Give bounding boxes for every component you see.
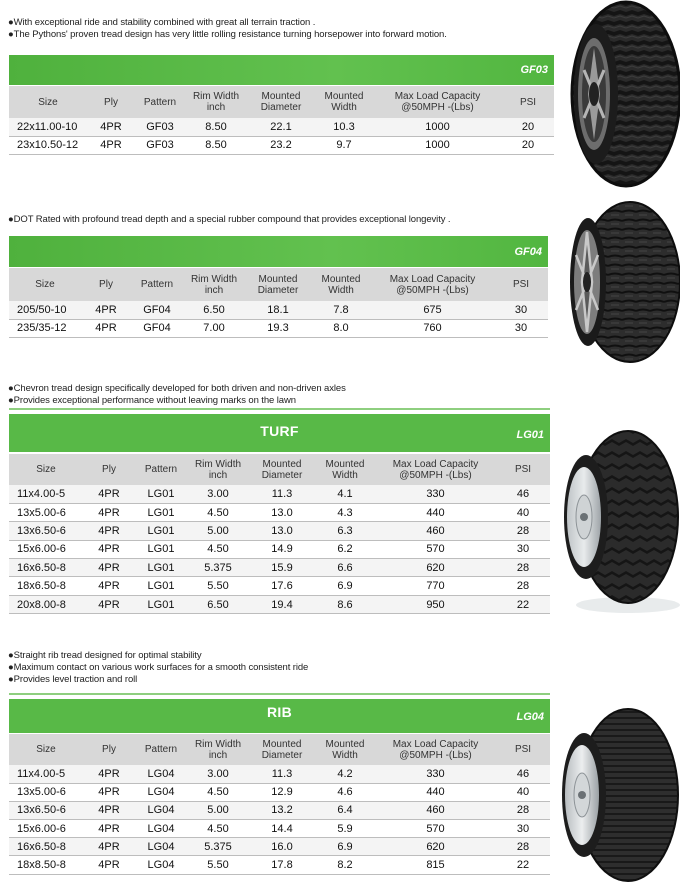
cell-size: 16x6.50-8 (9, 838, 83, 856)
cell-psi: 46 (496, 485, 550, 503)
cell-pattern: LG01 (135, 503, 187, 521)
bullet-text: ●Straight rib tread designed for optimal stability (8, 650, 202, 661)
table-row (9, 485, 550, 503)
cell-ply: 4PR (87, 118, 135, 136)
header-ply: Ply (83, 454, 135, 485)
cell-mounted-width: 4.2 (315, 765, 375, 783)
cell-max-load: 1000 (373, 118, 502, 136)
table-header-row (9, 454, 550, 485)
cell-mounted-diameter: 11.3 (249, 485, 315, 503)
cell-max-load: 460 (375, 801, 496, 819)
cell-pattern: GF03 (135, 118, 185, 136)
cell-ply: 4PR (81, 301, 131, 319)
cell-max-load: 570 (375, 820, 496, 838)
rib-spec-table (9, 734, 550, 875)
header-rim-width: Rim Width inch (185, 86, 247, 118)
cell-mounted-diameter: 13.0 (249, 503, 315, 521)
cell-mounted-width: 6.9 (315, 838, 375, 856)
bullet-text: ●Provides exceptional performance without leaving marks on the lawn (8, 395, 296, 406)
cell-max-load: 760 (371, 319, 494, 337)
cell-rim-width: 5.00 (187, 522, 249, 540)
gf04-title-band (9, 236, 548, 267)
cell-psi: 28 (496, 801, 550, 819)
turf-spec-table (9, 454, 550, 614)
cell-rim-width: 4.50 (187, 503, 249, 521)
table-row (9, 136, 554, 154)
header-mounted-width: Mounted Width (315, 86, 373, 118)
cell-mounted-width: 4.1 (315, 485, 375, 503)
cell-size: 15x6.00-6 (9, 540, 83, 558)
cell-mounted-width: 8.0 (311, 319, 371, 337)
bullet-text: ●Chevron tread design specifically developed for both driven and non-driven axles (8, 383, 346, 394)
bullet-text: ●Maximum contact on various work surfaces for a smooth consistent ride (8, 662, 309, 673)
cell-rim-width: 5.375 (187, 838, 249, 856)
cell-psi: 28 (496, 577, 550, 595)
table-row (9, 783, 550, 801)
cell-psi: 46 (496, 765, 550, 783)
cell-ply: 4PR (83, 522, 135, 540)
gf03-spec-table (9, 86, 554, 155)
rib-top-rule (9, 693, 550, 695)
cell-mounted-diameter: 22.1 (247, 118, 315, 136)
cell-pattern: LG01 (135, 577, 187, 595)
bullet-text: ●The Pythons' proven tread design has very little rolling resistance turning horsepower into forward motion. (8, 29, 447, 40)
cell-max-load: 330 (375, 765, 496, 783)
cell-max-load: 675 (371, 301, 494, 319)
cell-ply: 4PR (83, 783, 135, 801)
cell-max-load: 620 (375, 559, 496, 577)
cell-pattern: LG01 (135, 522, 187, 540)
cell-mounted-diameter: 17.8 (249, 856, 315, 874)
cell-ply: 4PR (81, 319, 131, 337)
header-mounted-diameter: Mounted Diameter (247, 86, 315, 118)
turf-title-band (9, 414, 550, 452)
cell-mounted-diameter: 23.2 (247, 136, 315, 154)
cell-ply: 4PR (83, 801, 135, 819)
cell-size: 13x6.50-6 (9, 522, 83, 540)
cell-mounted-diameter: 19.4 (249, 595, 315, 613)
cell-max-load: 330 (375, 485, 496, 503)
cell-mounted-width: 4.3 (315, 503, 375, 521)
header-pattern: Pattern (131, 268, 183, 301)
cell-mounted-diameter: 13.2 (249, 801, 315, 819)
table-header-row (9, 734, 550, 765)
cell-psi: 22 (496, 595, 550, 613)
header-max-load: Max Load Capacity @50MPH -(Lbs) (373, 86, 502, 118)
cell-size: 18x8.50-8 (9, 856, 83, 874)
cell-size: 22x11.00-10 (9, 118, 87, 136)
cell-ply: 4PR (83, 503, 135, 521)
band-code: GF03 (520, 64, 548, 76)
cell-rim-width: 5.50 (187, 856, 249, 874)
cell-psi: 30 (496, 540, 550, 558)
cell-pattern: LG04 (135, 856, 187, 874)
cell-rim-width: 4.50 (187, 540, 249, 558)
cell-psi: 40 (496, 503, 550, 521)
cell-psi: 30 (494, 319, 548, 337)
cell-rim-width: 4.50 (187, 783, 249, 801)
turf-top-rule (9, 408, 550, 410)
cell-max-load: 815 (375, 856, 496, 874)
header-mounted-width: Mounted Width (315, 734, 375, 765)
cell-max-load: 620 (375, 838, 496, 856)
bullet-text: ●With exceptional ride and stability combined with great all terrain traction . (8, 17, 316, 28)
header-mounted-diameter: Mounted Diameter (249, 734, 315, 765)
cell-mounted-diameter: 14.9 (249, 540, 315, 558)
cell-size: 11x4.00-5 (9, 485, 83, 503)
gf04-bullets (8, 214, 450, 226)
header-mounted-diameter: Mounted Diameter (249, 454, 315, 485)
table-row (9, 595, 550, 613)
rib-title-band (9, 699, 550, 733)
cell-ply: 4PR (83, 485, 135, 503)
table-row (9, 856, 550, 874)
cell-max-load: 950 (375, 595, 496, 613)
cell-pattern: LG01 (135, 485, 187, 503)
cell-rim-width: 8.50 (185, 136, 247, 154)
cell-rim-width: 4.50 (187, 820, 249, 838)
rib-bullets (8, 650, 308, 686)
cell-ply: 4PR (83, 838, 135, 856)
header-max-load: Max Load Capacity @50MPH -(Lbs) (371, 268, 494, 301)
table-row (9, 765, 550, 783)
cell-mounted-width: 5.9 (315, 820, 375, 838)
cell-rim-width: 6.50 (187, 595, 249, 613)
cell-mounted-diameter: 19.3 (245, 319, 311, 337)
table-row (9, 838, 550, 856)
cell-max-load: 770 (375, 577, 496, 595)
cell-pattern: GF04 (131, 319, 183, 337)
header-pattern: Pattern (135, 86, 185, 118)
bullet-text: ●Provides level traction and roll (8, 674, 138, 685)
cell-pattern: GF04 (131, 301, 183, 319)
cell-psi: 30 (496, 820, 550, 838)
cell-rim-width: 5.50 (187, 577, 249, 595)
cell-rim-width: 6.50 (183, 301, 245, 319)
cell-psi: 28 (496, 559, 550, 577)
table-row (9, 503, 550, 521)
cell-rim-width: 8.50 (185, 118, 247, 136)
cell-rim-width: 3.00 (187, 485, 249, 503)
cell-mounted-width: 7.8 (311, 301, 371, 319)
header-psi: PSI (496, 734, 550, 765)
cell-psi: 28 (496, 522, 550, 540)
band-code: GF04 (514, 246, 542, 258)
bullet-text: ●DOT Rated with profound tread depth and a special rubber compound that provides exceptional longevity . (8, 214, 451, 225)
table-row (9, 559, 550, 577)
cell-mounted-diameter: 15.9 (249, 559, 315, 577)
cell-pattern: LG04 (135, 765, 187, 783)
cell-ply: 4PR (87, 136, 135, 154)
cell-max-load: 460 (375, 522, 496, 540)
band-title: TURF (260, 423, 299, 439)
cell-mounted-diameter: 18.1 (245, 301, 311, 319)
cell-pattern: LG04 (135, 783, 187, 801)
header-size: Size (9, 268, 81, 301)
table-row (9, 301, 548, 319)
cell-mounted-width: 6.6 (315, 559, 375, 577)
cell-size: 18x6.50-8 (9, 577, 83, 595)
header-size: Size (9, 454, 83, 485)
cell-pattern: LG01 (135, 540, 187, 558)
header-max-load: Max Load Capacity @50MPH -(Lbs) (375, 454, 496, 485)
cell-max-load: 570 (375, 540, 496, 558)
header-ply: Ply (87, 86, 135, 118)
table-header-row (9, 268, 548, 301)
header-mounted-width: Mounted Width (311, 268, 371, 301)
cell-size: 16x6.50-8 (9, 559, 83, 577)
cell-mounted-diameter: 14.4 (249, 820, 315, 838)
table-header-row (9, 86, 554, 118)
cell-pattern: LG04 (135, 820, 187, 838)
cell-pattern: LG04 (135, 838, 187, 856)
cell-mounted-diameter: 11.3 (249, 765, 315, 783)
cell-rim-width: 7.00 (183, 319, 245, 337)
table-row (9, 540, 550, 558)
cell-pattern: LG01 (135, 559, 187, 577)
cell-mounted-width: 6.4 (315, 801, 375, 819)
cell-psi: 22 (496, 856, 550, 874)
cell-pattern: LG01 (135, 595, 187, 613)
cell-ply: 4PR (83, 856, 135, 874)
header-psi: PSI (494, 268, 548, 301)
cell-psi: 40 (496, 783, 550, 801)
cell-ply: 4PR (83, 540, 135, 558)
header-psi: PSI (496, 454, 550, 485)
gf03-bullets (8, 17, 447, 41)
header-size: Size (9, 86, 87, 118)
cell-mounted-width: 6.9 (315, 577, 375, 595)
cell-max-load: 440 (375, 783, 496, 801)
cell-mounted-width: 6.2 (315, 540, 375, 558)
table-row (9, 577, 550, 595)
table-row (9, 801, 550, 819)
cell-mounted-diameter: 12.9 (249, 783, 315, 801)
cell-mounted-width: 6.3 (315, 522, 375, 540)
table-row (9, 319, 548, 337)
all-terrain-tire-image (566, 0, 680, 188)
cell-psi: 30 (494, 301, 548, 319)
header-max-load: Max Load Capacity @50MPH -(Lbs) (375, 734, 496, 765)
cell-psi: 20 (502, 118, 554, 136)
cell-ply: 4PR (83, 559, 135, 577)
cell-mounted-width: 4.6 (315, 783, 375, 801)
cell-mounted-diameter: 16.0 (249, 838, 315, 856)
cell-size: 13x5.00-6 (9, 503, 83, 521)
cell-psi: 28 (496, 838, 550, 856)
cell-rim-width: 5.00 (187, 801, 249, 819)
table-row (9, 118, 554, 136)
cell-psi: 20 (502, 136, 554, 154)
rib-tire-image (556, 705, 680, 888)
cell-size: 13x6.50-6 (9, 801, 83, 819)
cell-mounted-diameter: 13.0 (249, 522, 315, 540)
turf-tire-image (556, 425, 680, 620)
cell-size: 13x5.00-6 (9, 783, 83, 801)
header-ply: Ply (83, 734, 135, 765)
header-pattern: Pattern (135, 454, 187, 485)
cell-ply: 4PR (83, 820, 135, 838)
header-ply: Ply (81, 268, 131, 301)
cell-pattern: GF03 (135, 136, 185, 154)
table-row (9, 522, 550, 540)
cell-size: 23x10.50-12 (9, 136, 87, 154)
cell-size: 235/35-12 (9, 319, 81, 337)
cell-size: 205/50-10 (9, 301, 81, 319)
cell-max-load: 1000 (373, 136, 502, 154)
band-title: RIB (266, 704, 292, 720)
turf-bullets (8, 383, 346, 407)
cell-mounted-width: 9.7 (315, 136, 373, 154)
cell-ply: 4PR (83, 595, 135, 613)
cell-size: 20x8.00-8 (9, 595, 83, 613)
band-code: LG01 (516, 429, 544, 441)
cell-pattern: LG04 (135, 801, 187, 819)
header-rim-width: Rim Width inch (183, 268, 245, 301)
gf04-spec-table (9, 268, 548, 338)
cell-ply: 4PR (83, 765, 135, 783)
header-pattern: Pattern (135, 734, 187, 765)
header-rim-width: Rim Width inch (187, 734, 249, 765)
header-mounted-diameter: Mounted Diameter (245, 268, 311, 301)
header-psi: PSI (502, 86, 554, 118)
header-mounted-width: Mounted Width (315, 454, 375, 485)
cell-size: 11x4.00-5 (9, 765, 83, 783)
cell-max-load: 440 (375, 503, 496, 521)
header-rim-width: Rim Width inch (187, 454, 249, 485)
gf03-title-band (9, 55, 554, 85)
cell-mounted-width: 10.3 (315, 118, 373, 136)
cell-ply: 4PR (83, 577, 135, 595)
street-tire-image (566, 200, 680, 370)
band-code: LG04 (516, 711, 544, 723)
cell-mounted-width: 8.2 (315, 856, 375, 874)
cell-rim-width: 3.00 (187, 765, 249, 783)
cell-mounted-width: 8.6 (315, 595, 375, 613)
table-row (9, 820, 550, 838)
cell-mounted-diameter: 17.6 (249, 577, 315, 595)
cell-rim-width: 5.375 (187, 559, 249, 577)
header-size: Size (9, 734, 83, 765)
cell-size: 15x6.00-6 (9, 820, 83, 838)
